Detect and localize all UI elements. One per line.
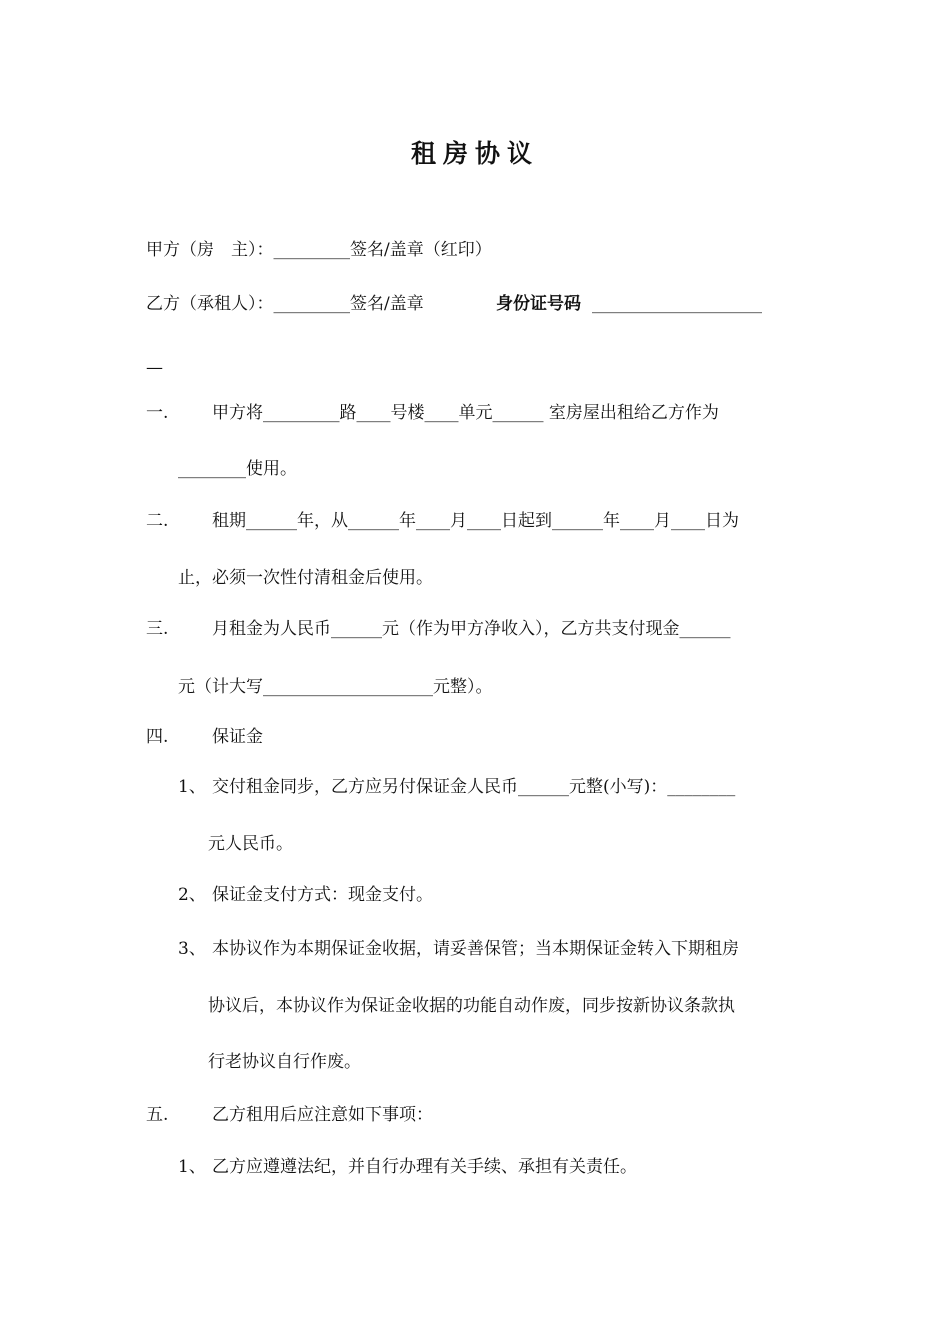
- sub-4-1-text: 交付租金同步，乙方应另付保证金人民币______元整(小写)：________: [212, 777, 736, 797]
- item-4-text: 保证金: [212, 727, 263, 747]
- sub-4-3-number: 3、: [178, 939, 206, 959]
- party-b-line: 乙方（承租人）：_________签名/盖章: [146, 294, 424, 314]
- item-1-continuation: ________使用。: [178, 459, 297, 479]
- sub-4-3-continuation-1: 协议后，本协议作为保证金收据的功能自动作废，同步按新协议条款执: [208, 996, 735, 1016]
- item-5-text: 乙方租用后应注意如下事项：: [212, 1105, 433, 1125]
- sub-4-3-continuation-2: 行老协议自行作废。: [208, 1052, 361, 1072]
- item-2-number: 二.: [146, 511, 169, 531]
- sub-4-3-text: 本协议作为本期保证金收据，请妥善保管；当本期保证金转入下期租房: [212, 939, 739, 959]
- item-1-number: 一.: [146, 403, 169, 423]
- document-title: 租房协议: [410, 139, 539, 168]
- sub-4-2-number: 2、: [178, 885, 206, 905]
- sub-4-2-text: 保证金支付方式：现金支付。: [212, 885, 433, 905]
- item-4-number: 四.: [146, 727, 169, 747]
- party-a-line: 甲方（房 主）：_________签名/盖章（红印）: [146, 240, 492, 260]
- party-b-tail: —: [146, 358, 163, 378]
- item-5-number: 五.: [146, 1105, 169, 1125]
- sub-4-1-number: 1、: [178, 777, 206, 797]
- item-2-text: 租期______年，从______年____月____日起到______年____月____日为: [212, 511, 739, 531]
- item-1-text: 甲方将_________路____号楼____单元______ 室房屋出租给乙方作为: [212, 403, 719, 423]
- item-3-text: 月租金为人民币______元（作为甲方净收入），乙方共支付现金______: [212, 619, 731, 639]
- sub-4-1-continuation: 元人民币。: [208, 834, 293, 854]
- sub-5-1-number: 1、: [178, 1157, 206, 1177]
- sub-5-1-text: 乙方应遵遵法纪，并自行办理有关手续、承担有关责任。: [212, 1157, 637, 1177]
- party-b-id-label: 身份证号码: [496, 294, 581, 314]
- party-b-id-blank: ____________________: [592, 294, 762, 314]
- item-2-continuation: 止，必须一次性付清租金后使用。: [178, 568, 433, 588]
- item-3-continuation: 元（计大写____________________元整）。: [178, 677, 493, 697]
- item-3-number: 三.: [146, 619, 169, 639]
